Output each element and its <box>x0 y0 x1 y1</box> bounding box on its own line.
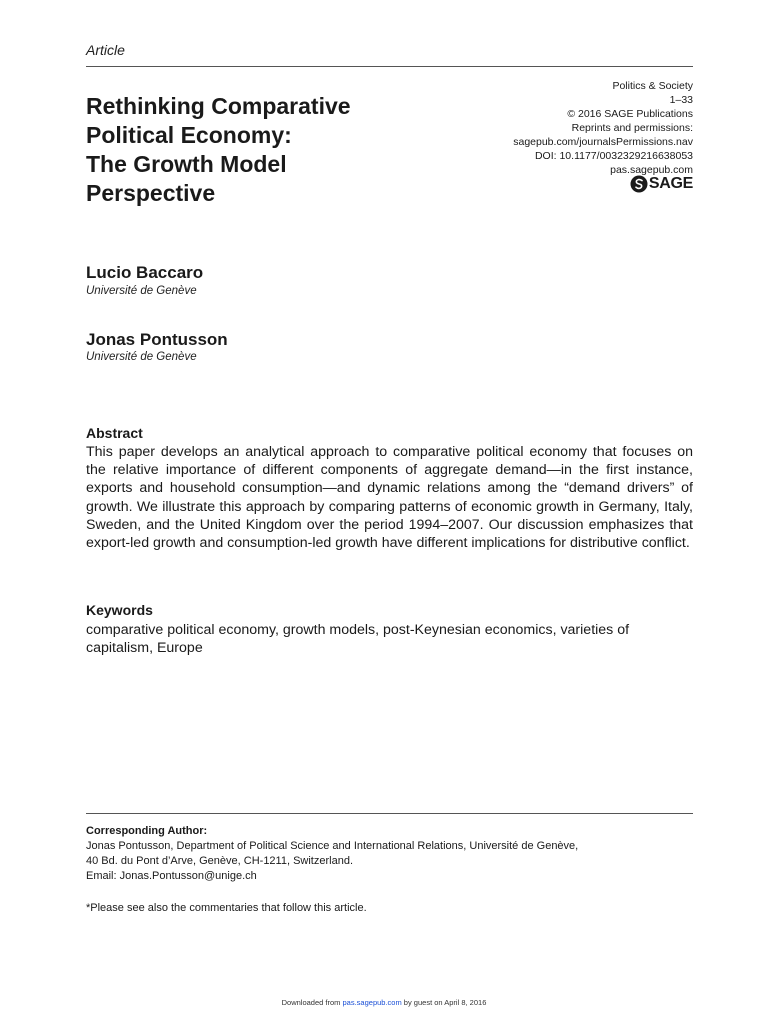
author-affiliation: Université de Genève <box>86 351 197 363</box>
permissions-link[interactable]: sagepub.com/journalsPermissions.nav <box>513 136 693 148</box>
sage-logo-text: SAGE <box>648 175 693 192</box>
author-affiliation: Université de Genève <box>86 285 197 297</box>
footer-link[interactable]: pas.sagepub.com <box>342 998 402 1007</box>
title-line: The Growth Model <box>86 151 287 177</box>
footer-suffix: by guest on April 8, 2016 <box>401 998 487 1007</box>
title-line: Political Economy: <box>86 122 292 148</box>
sage-s-icon <box>630 175 648 193</box>
keywords-heading: Keywords <box>86 602 153 618</box>
download-footer <box>0 998 768 1007</box>
paper-title <box>86 92 466 208</box>
corresponding-author-email[interactable]: Email: Jonas.Pontusson@unige.ch <box>86 870 257 882</box>
footer-prefix: Downloaded from <box>281 998 343 1007</box>
journal-site-link[interactable]: pas.sagepub.com <box>610 164 693 176</box>
doi[interactable]: DOI: 10.1177/0032329216638053 <box>534 150 693 162</box>
article-type-label: Article <box>86 42 125 58</box>
keywords-text: comparative political economy, growth models, post-Keynesian economics, varieties of capitalism, Europe <box>86 622 630 657</box>
journal-name: Politics & Society <box>612 80 693 92</box>
journal-meta <box>453 79 693 177</box>
corresponding-author-details <box>86 839 706 884</box>
reprints-label: Reprints and permissions: <box>571 122 693 134</box>
sage-logo <box>630 175 693 193</box>
footnote-rule <box>86 813 693 814</box>
author-name: Lucio Baccaro <box>86 263 204 282</box>
header-rule <box>86 66 693 67</box>
title-line: Perspective <box>86 180 216 206</box>
abstract-heading: Abstract <box>86 425 143 441</box>
abstract-text: This paper develops an analytical approach to comparative political economy that focuses on the relative importance of different components of aggregate demand—in the first instance, exports and household consumption—and dynamic relations among the “demand drivers” of growth. We illustrate this approach by comparing patterns of economic growth in Germany, Italy, Sweden, and the United Kingdom over the period 1994–2007. Our discussion emphasizes that export-led growth and consumption-led growth have different implications for distributive conflict. <box>86 444 693 552</box>
corresponding-author-heading: Corresponding Author: <box>86 825 208 837</box>
author-name: Jonas Pontusson <box>86 330 228 349</box>
corresponding-author-line: Jonas Pontusson, Department of Political Science and International Relations, Université de Genève, <box>86 840 579 852</box>
page-range: 1–33 <box>669 94 693 106</box>
corresponding-author-line: 40 Bd. du Pont d’Arve, Genève, CH-1211, Switzerland. <box>86 855 353 867</box>
title-line: Rethinking Comparative <box>86 93 351 119</box>
copyright: © 2016 SAGE Publications <box>567 108 693 120</box>
commentary-note: *Please see also the commentaries that follow this article. <box>86 902 367 914</box>
